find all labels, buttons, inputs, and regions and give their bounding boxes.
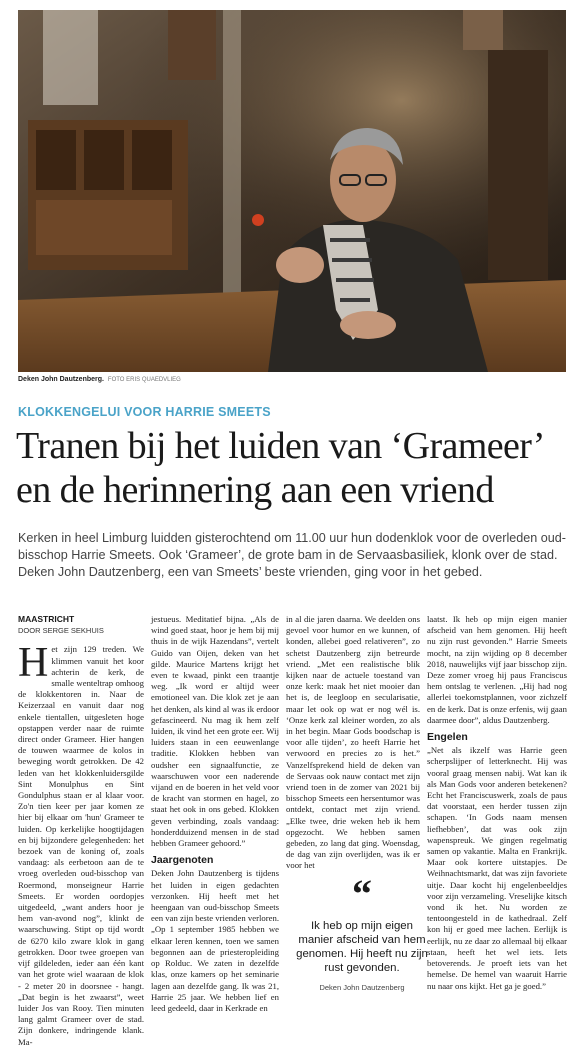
photo-caption — [18, 376, 566, 383]
byline: DOOR SERGE SEKHUIS — [18, 626, 104, 636]
photo-illustration — [18, 10, 566, 372]
dateline: MAASTRICHT — [18, 614, 75, 624]
column-2-text-1: jestueus. Meditatief bijna. „Als de wind goed staat, hoor je hem bij mij thuis in de wijk Hazendans”, vertelt Guido van Oijen, deken van het gilde. Maurice Martens krijgt het even te kwaad, pinkt een traantje weg. „Ik word er altijd weer emotioneel van. Die klok zet je aan het denken, als kind al was ik erdoor gefascineerd. Nu mag ik hem zelf luiden, ik vind het een grote eer. Wij luiders staan in een eeuwenlange traditie. Klokken hebben van oudsher een signaalfunctie, ze waarschuwen voor een naderende vijand en de boeren in het veld voor de kracht van stormen en hagel, zo staat het ook in ons gebed. Klokken geven verbinding, zoals vandaag: honderdduizend mensen in de stad hebben Grameer gehoord.” — [151, 614, 279, 849]
caption-name: Deken John Dautzenberg. — [18, 376, 104, 383]
article-headline — [16, 424, 576, 512]
column-2-text-2: Deken John Dautzenberg is tijdens het luiden in eigen gedachten verzonken. Hij heeft met het heengaan van oud-bisschop Smeets een van zijn beste vrienden verloren. „Op 1 september 1985 hebben we elkaar leren kennen, toen we samen begonnen aan de priesteropleiding op Rolduc. We zaten in dezelfde klas, onze kamers op het seminarie lagen aan dezelfde gang. Ik was 21, Harrie 25 jaar. We hebben lief en leed gedeeld, daar in Kerkrade en — [151, 868, 279, 1013]
quote-mark-icon: “ — [352, 871, 372, 916]
subhead-engelen: Engelen — [427, 731, 468, 744]
column-1-text: et zijn 129 treden. We klimmen vanuit het koor achterin de kerk, de smalle wenteltrap omhoog de klokkentoren in. Naar de Keizerzaal en vanuit daar nog enkele tientallen, uitgesleten hoge opstappen verder naar de ruimte direct onder Grameer. Hier hangen de touwen waarmee de kolos in beweging wordt getrokken. De 42 leden van het klokkenluidersgilde Sint Monulphus en Sint Gondulphus staan er al klaar voor. Zo'n tien keer per jaar komen ze hier bij elkaar om 'hun' Grameer te luiden. Op kerkelijke hoogtijdagen en bij bijzondere gelegenheden: het bezoek van de koning of, zoals vandaag: als eerbetoon aan de te vroeg overleden oud-bisschop van Roermond, monseigneur Harrie Smeets. Er worden oordopjes uitgedeeld, „want anders hoor je hem van-avond nog”, klinkt de waarschuwing. Stipt op tijd wordt de 6270 kilo zware klok in gang getrokken. Door twee groepen van vijf gildeleden, ieder aan één kant van het grote wiel waaraan de klok - 2 meter 20 in doorsnee - hangt. „Dat begin is het zwaarst”, weet luider Jos van Rooy. Tien minuten lang galmt Grameer over de stad. Zijn donkere, indringende klank. Ma- — [18, 644, 144, 1047]
headline-line-2: en de herinnering aan een vriend — [16, 469, 494, 511]
article-kicker: KLOKKENGELUI VOOR HARRIE SMEETS — [18, 405, 271, 419]
column-1-body — [18, 640, 144, 1047]
subhead-jaargenoten: Jaargenoten — [151, 854, 214, 867]
article-photo — [18, 10, 566, 372]
quote-text: Ik heb op mijn eigen manier afscheid van hem genomen. Hij heeft nu zijn rust gevonden. — [296, 920, 428, 974]
drop-cap: H — [18, 640, 49, 687]
headline-line-1: Tranen bij het luiden van ‘Grameer’ — [16, 425, 545, 467]
column-3-text: in al die jaren daarna. We deelden ons gevoel voor humor en we kunnen, of konden, allebei goed relativeren”, zo schetst Dautzenberg zijn betreurde vriend. „Met een realistische blik kijken naar de actuele toestand van onze kerk: maak het niet mooier dan het is, de leegloop en secularisatie, maar let ook op wat er nog wél is. ‘Onze kerk zal kleiner worden, zo als in het begin. Maar Gods boodschap is voor alle tijden’, zo heeft Harrie het verwoord en precies zo is het.” Vanzelfsprekend hield de deken van de Servaas ook nauw contact met zijn vriend toen in de zomer van 2021 bij bisschop Smeets een hersentumor was ontdekt, contact met zijn vriend. „Elke twee, drie weken heb ik hem opgezocht. We hebben samen gebeden, zo lang dat ging. Woensdag, de dag van zijn overlijden, was ik er voor het — [286, 614, 420, 871]
caption-credit: FOTO ERIS QUAEDVLIEG — [107, 377, 181, 383]
article-column-4 — [427, 614, 567, 992]
article-column-1 — [18, 614, 144, 1048]
pull-quote — [296, 871, 428, 992]
article-column-3 — [286, 614, 420, 872]
article-intro: Kerken in heel Limburg luidden gisterochtend om 11.00 uur hun dodenklok voor de overleden oud-bisschop Harrie Smeets. Ook ‘Grameer’, de grote bam in de Servaasbasiliek, klonk over de stad. Deken John Dautzenberg, een van Smeets’ beste vrienden, ging voor in het gebed. — [18, 531, 566, 579]
quote-author: Deken John Dautzenberg — [319, 983, 405, 992]
article-column-2 — [151, 614, 279, 1014]
column-4-text-1: laatst. Ik heb op mijn eigen manier afscheid van hem genomen. Hij heeft nu zijn rust gevonden.” Harrie Smeets mocht, na zijn wijding op 8 december 2018, nauwelijks vijf jaar bisschop zijn. Deze zomer vroeg hij paus Franciscus hem ontslag te verlenen. „Hij had nog allerlei toekomstplannen, voor zichzelf en de kerk. Dat is onze erfenis, wij gaan daarmee door”, aldus Dautzenberg. — [427, 614, 567, 725]
column-4-text-2: „Net als ikzelf was Harrie geen scherpslijper of letterknecht. Hij was vooral graag mensen nabij. Wat kan ik als Man Gods voor anderen betekenen? Echt het Franciscuswerk, zoals de paus dat voorstaat, een herder tussen zijn schapen. ‘In Gods naam mensen liefhebben’, dat was ook zijn wapenspreuk. We gingen regelmatig samen op vakantie. Malta en Frankrijk. Maar ook kortere uitstapjes. De Weihnachtsmarkt, dat was zijn favoriete uitje. Daar kocht hij engelenbeeldjes voor zijn verzameling. Vreselijke kitsch vond ik het. Nu worden ze tentoongesteld in de kathedraal. Zelf kon hij er goed mee lachen. Eerlijk is eerlijk, nu ze daar zo allemaal bij elkaar staan, heeft het wel iets. Iets betoverends. Je proeft iets van het hemelse. De hemel van waaruit Harrie nu naar ons kijkt. Het ga je goed.” — [427, 745, 567, 991]
